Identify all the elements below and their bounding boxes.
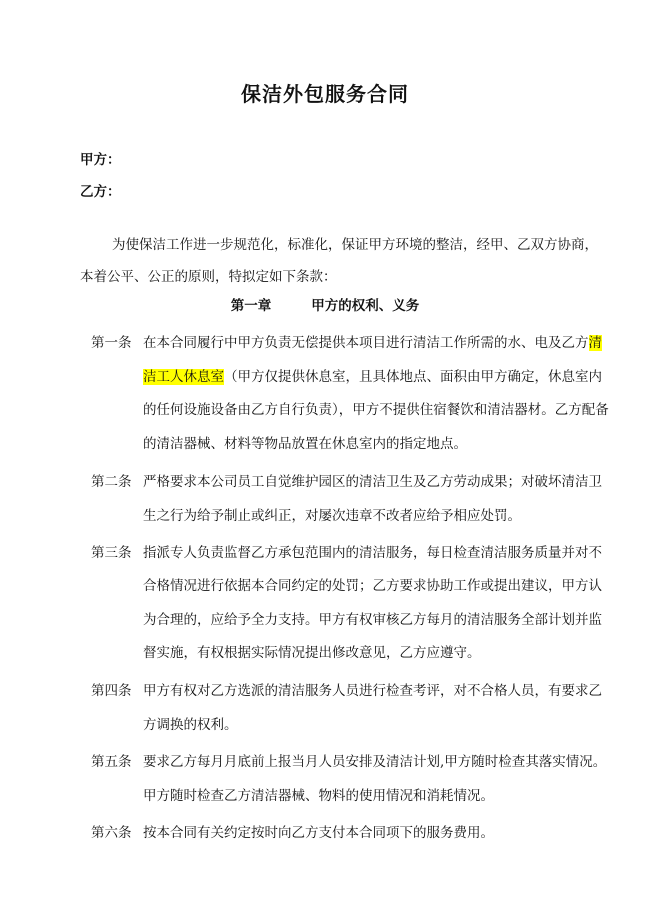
- article-4-label: 第四条: [91, 683, 132, 699]
- article-1-line-3: 的任何设施设备由乙方自行负责），甲方不提供住宿餐饮和清洁器材。乙方配备: [143, 402, 609, 418]
- article-3-line-3: 为合理的，应给予全力支持。甲方有权审核乙方每月的清洁服务全部计划并监: [143, 612, 602, 628]
- article-3-line-2: 合格情况进行依据本合同约定的处罚；乙方要求协助工作或提出建议，甲方认: [143, 578, 602, 594]
- intro-line-2: 本着公平、公正的原则，特拟定如下条款：: [80, 269, 337, 285]
- article-2-line-2: 生之行为给予制止或纠正，对屡次违章不改者应给予相应处罚。: [143, 508, 521, 524]
- chapter-number: 第一章: [230, 298, 272, 314]
- article-3-line-4: 督实施，有权根据实际情况提出修改意见，乙方应遵守。: [143, 645, 481, 661]
- article-4-line-2: 方调换的权利。: [143, 717, 238, 733]
- chapter-heading: [0, 294, 650, 314]
- article-4-line-1: 甲方有权对乙方选派的清洁服务人员进行检查考评，对不合格人员，有要求乙: [143, 683, 602, 699]
- chapter-title: 甲方的权利、义务: [311, 298, 420, 314]
- article-3-line-1: 指派专人负责监督乙方承包范围内的清洁服务，每日检查清洁服务质量并对不: [143, 545, 602, 561]
- article-1-line-1-text: 在本合同履行中甲方负责无偿提供本项目进行清洁工作所需的水、电及乙方: [143, 335, 589, 351]
- article-1-line-2: [143, 365, 602, 385]
- document-title: 保洁外包服务合同: [241, 82, 409, 106]
- highlighted-text: 清: [588, 335, 602, 351]
- article-3-label: 第三条: [91, 545, 132, 561]
- article-2-label: 第二条: [91, 474, 132, 490]
- article-5-line-1: 要求乙方每月月底前上报当月人员安排及清洁计划,甲方随时检查其落实情况。: [143, 754, 607, 770]
- party-b-label: 乙方：: [80, 184, 121, 200]
- article-1-line-4: 的清洁器械、材料等物品放置在休息室内的指定地点。: [143, 436, 467, 452]
- article-2-line-1: 严格要求本公司员工自觉维护园区的清洁卫生及乙方劳动成果；对破坏清洁卫: [143, 474, 602, 490]
- article-5-label: 第五条: [91, 754, 132, 770]
- article-6-label: 第六条: [91, 825, 132, 841]
- article-1-line-1: [143, 331, 602, 351]
- article-1-line-2-text: （甲方仅提供休息室，且具体地点、面积由甲方确定，休息室内: [224, 369, 602, 385]
- highlighted-text: 洁工人休息室: [143, 369, 224, 385]
- party-a-label: 甲方：: [80, 152, 121, 168]
- article-1-label: 第一条: [91, 335, 132, 351]
- article-6-line-1: 按本合同有关约定按时向乙方支付本合同项下的服务费用。: [143, 825, 494, 841]
- intro-line-1: 为使保洁工作进一步规范化，标准化，保证甲方环境的整洁，经甲、乙双方协商，: [112, 237, 598, 253]
- article-5-line-2: 甲方随时检查乙方清洁器械、物料的使用情况和消耗情况。: [143, 788, 494, 804]
